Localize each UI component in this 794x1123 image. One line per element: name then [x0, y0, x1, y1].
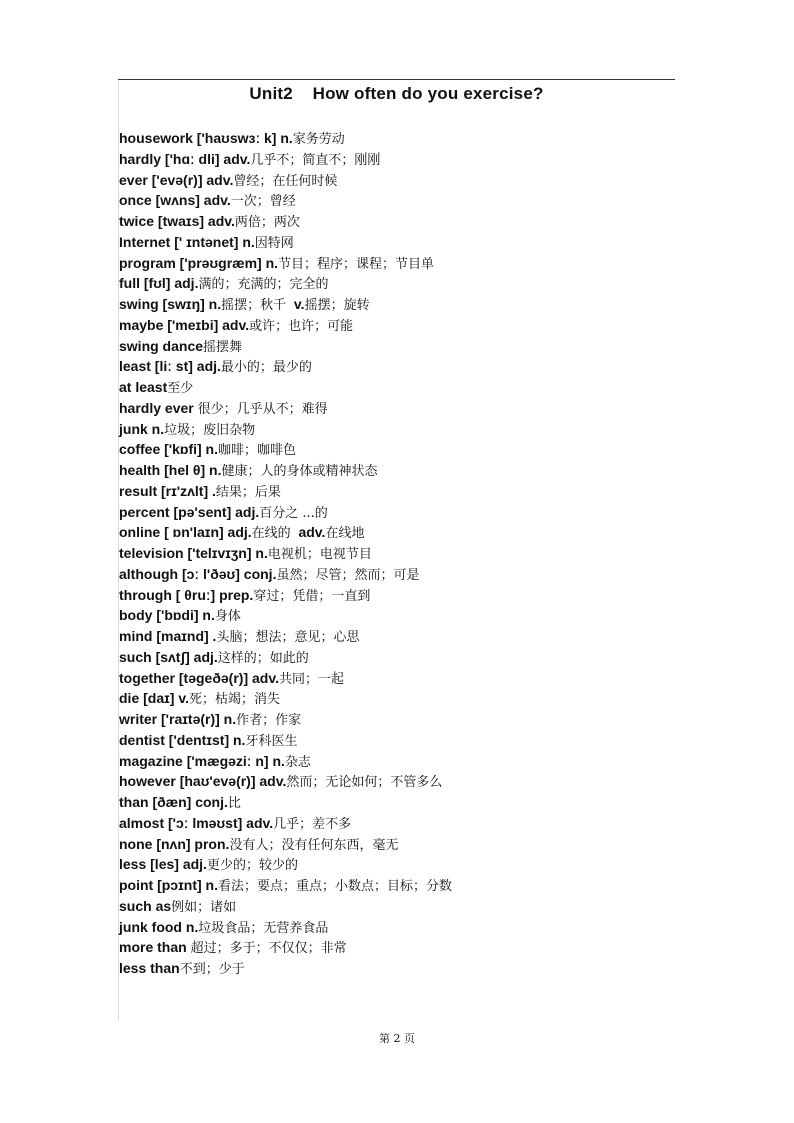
vocab-meaning: 很少；几乎从不；难得 [197, 401, 328, 417]
vocab-word: hardly ['hɑː dli] adv. [119, 150, 251, 167]
vocab-word: than [ðæn] conj. [119, 794, 228, 810]
vocab-meaning: 摇摆；秋千 [221, 298, 287, 313]
page-number: 第 2 页 [379, 1032, 415, 1045]
vocab-word: full [fʊl] adj. [119, 275, 199, 292]
vocab-word: less than [119, 960, 180, 976]
vocab-entry [119, 751, 719, 772]
vocab-meaning: 超过；多于；不仅仅；非常 [190, 941, 347, 957]
vocab-word: ever ['evə(r)] adv. [119, 171, 234, 188]
vocab-meaning: 因特网 [254, 235, 294, 251]
vocab-word: die [daɪ] v. [119, 690, 189, 707]
vocab-meaning: 牙科医生 [245, 733, 298, 749]
vocab-entry [119, 709, 719, 730]
vocab-word: more than [119, 939, 191, 956]
vocab-word: mind [maɪnd] . [119, 628, 217, 644]
vocab-word: however [haʊ'evə(r)] adv. [119, 773, 287, 790]
vocab-entry [119, 294, 719, 315]
vocab-word: magazine ['mæɡəziː n] n. [119, 752, 285, 769]
vocab-entry [119, 896, 719, 917]
vocab-meaning: 两倍；两次 [234, 215, 300, 230]
vocab-entry [119, 668, 719, 689]
vocab-entry [119, 937, 719, 958]
vocab-word-pos: v. [293, 296, 305, 312]
vocab-entry [119, 543, 719, 564]
vocab-meaning: 头脑；想法；意见；心思 [216, 630, 360, 645]
vocab-word: dentist ['dentɪst] n. [119, 731, 246, 748]
vocab-word: housework ['haʊswɜː k] n. [119, 130, 293, 146]
title-unit: Unit2 [249, 84, 293, 103]
vocab-word: percent [pə'sent] adj. [119, 503, 260, 520]
vocab-meaning: 一次；曾经 [230, 194, 296, 210]
vocab-word: least [liː st] adj. [119, 358, 221, 375]
vocab-entry [119, 854, 719, 875]
vocab-word: swing dance [119, 337, 204, 354]
vocab-meaning: 身体 [214, 609, 241, 625]
vocab-entry [119, 149, 719, 170]
vocab-entry [119, 460, 719, 481]
vocab-meaning-pos: 摇摆；旋转 [304, 298, 370, 313]
vocab-word: junk n. [119, 420, 165, 437]
vocab-entry [119, 273, 719, 294]
vocab-meaning: 家务劳动 [292, 132, 345, 147]
vocab-meaning: 结果；后果 [215, 484, 281, 500]
vocab-meaning: 共同；一起 [278, 671, 344, 687]
vocab-meaning: 满的；充满的；完全的 [198, 277, 329, 293]
vocab-word: almost ['ɔː lməʊst] adv. [119, 814, 274, 831]
vocab-entry [119, 439, 719, 460]
vocab-word: result [rɪ'zʌlt] . [119, 482, 216, 499]
vocab-entry [119, 875, 719, 896]
vocab-word-pos: adv. [298, 524, 326, 541]
vocab-meaning: 最小的；最少的 [220, 360, 312, 376]
vocab-word: writer ['raɪtə(r)] n. [119, 711, 237, 727]
title-text: How often do you exercise? [312, 84, 544, 103]
vocab-meaning: 垃圾；废旧杂物 [164, 422, 256, 438]
vocab-entry [119, 771, 719, 792]
vocab-word: at least [119, 379, 168, 395]
vocab-meaning: 几乎；差不多 [273, 816, 352, 832]
vocab-word: such [sʌtʃ] adj. [119, 648, 218, 665]
vocab-meaning: 杂志 [284, 754, 311, 770]
vocab-entry [119, 834, 719, 855]
vocab-meaning: 垃圾食品；无营养食品 [198, 920, 329, 936]
vocab-entry [119, 792, 719, 813]
vocab-entry [119, 585, 719, 606]
vocab-entry [119, 481, 719, 502]
vocab-entry [119, 253, 719, 274]
vocab-meaning: 或许；也许；可能 [249, 318, 354, 334]
vocab-word: twice [twaɪs] adv. [119, 213, 235, 229]
vocab-meaning: 没有人；没有任何东西，毫无 [229, 837, 399, 853]
page-title [118, 84, 675, 104]
vocab-word: less [les] adj. [119, 856, 207, 873]
vocab-word: such as [119, 897, 172, 914]
vocab-word: health [hel θ] n. [119, 462, 222, 478]
vocab-entry [119, 730, 719, 751]
vocab-word: coffee ['kɒfi] n. [119, 441, 218, 458]
vocab-entry [119, 232, 719, 253]
vocab-word: television ['telɪvɪʒn] n. [119, 545, 268, 561]
vocab-meaning: 死；枯竭；消失 [188, 692, 280, 708]
vocab-entry [119, 688, 719, 709]
vocab-word: through [ θruː] prep. [119, 586, 254, 603]
vocab-meaning: 然而；无论如何；不管多么 [286, 775, 443, 791]
vocab-meaning: 例如；诸如 [171, 899, 237, 915]
vocab-meaning: 电视机；电视节目 [267, 547, 372, 562]
vocab-word: although [ɔː l'ðəʊ] conj. [119, 565, 277, 582]
vocab-word: together [təɡeðə(r)] adv. [119, 669, 279, 686]
vocab-meaning: 虽然；尽管；然而；可是 [276, 567, 420, 583]
vocab-entry [119, 502, 719, 523]
vocab-meaning: 更少的；较少的 [206, 858, 298, 874]
vocab-meaning-pos: 在线地 [325, 526, 365, 542]
vocab-word: none [nʌn] pron. [119, 835, 230, 852]
vocab-entry [119, 170, 719, 191]
vocab-meaning: 看法；要点；重点；小数点；目标；分数 [217, 879, 452, 894]
vocab-meaning: 咖啡；咖啡色 [218, 443, 297, 459]
vocab-entry [119, 522, 719, 543]
vocab-word: swing [swɪŋ] n. [119, 296, 222, 312]
vocabulary-list [119, 128, 719, 979]
vocab-entry [119, 377, 719, 398]
vocab-entry [119, 315, 719, 336]
vocab-meaning: 作者；作家 [236, 713, 302, 728]
vocab-word: point [pɔɪnt] n. [119, 877, 218, 893]
vocab-word: online [ ɒn'laɪn] adj. [119, 524, 252, 541]
vocab-word: junk food n. [119, 918, 199, 935]
vocab-word: once [wʌns] adv. [119, 192, 231, 209]
vocab-word: hardly ever [119, 399, 198, 416]
vocab-meaning: 百分之 ...的 [259, 505, 328, 521]
vocab-word: maybe ['meɪbi] adv. [119, 316, 250, 333]
vocab-entry [119, 917, 719, 938]
vocab-entry [119, 211, 719, 232]
vocab-entry [119, 813, 719, 834]
vocab-word: body ['bɒdi] n. [119, 607, 215, 624]
vocab-entry [119, 958, 719, 979]
vocab-meaning: 曾经；在任何时候 [233, 173, 338, 189]
vocab-meaning: 摇摆舞 [203, 339, 243, 355]
vocab-meaning: 不到；少于 [179, 962, 245, 977]
vocab-meaning: 比 [227, 796, 241, 811]
vocab-meaning: 几乎不；简直不；刚刚 [250, 152, 381, 168]
vocab-meaning: 健康；人的身体或精神状态 [221, 464, 378, 479]
vocab-meaning: 至少 [167, 381, 194, 396]
vocab-entry [119, 419, 719, 440]
vocab-meaning: 这样的；如此的 [217, 650, 309, 666]
vocab-entry [119, 605, 719, 626]
vocab-entry [119, 647, 719, 668]
vocab-entry [119, 336, 719, 357]
vocab-entry [119, 190, 719, 211]
vocab-meaning: 节目；程序；课程；节目单 [278, 256, 435, 272]
vocab-entry [119, 398, 719, 419]
header-rule [118, 79, 675, 80]
vocab-word: Internet [' ɪntənet] n. [119, 233, 255, 250]
vocab-meaning: 穿过；凭借；一直到 [253, 588, 371, 604]
vocab-entry [119, 626, 719, 647]
vocab-entry [119, 128, 719, 149]
vocab-entry [119, 564, 719, 585]
vocab-meaning: 在线的 [251, 526, 291, 542]
vocab-word: program ['prəʊɡræm] n. [119, 254, 279, 271]
vocab-entry [119, 356, 719, 377]
